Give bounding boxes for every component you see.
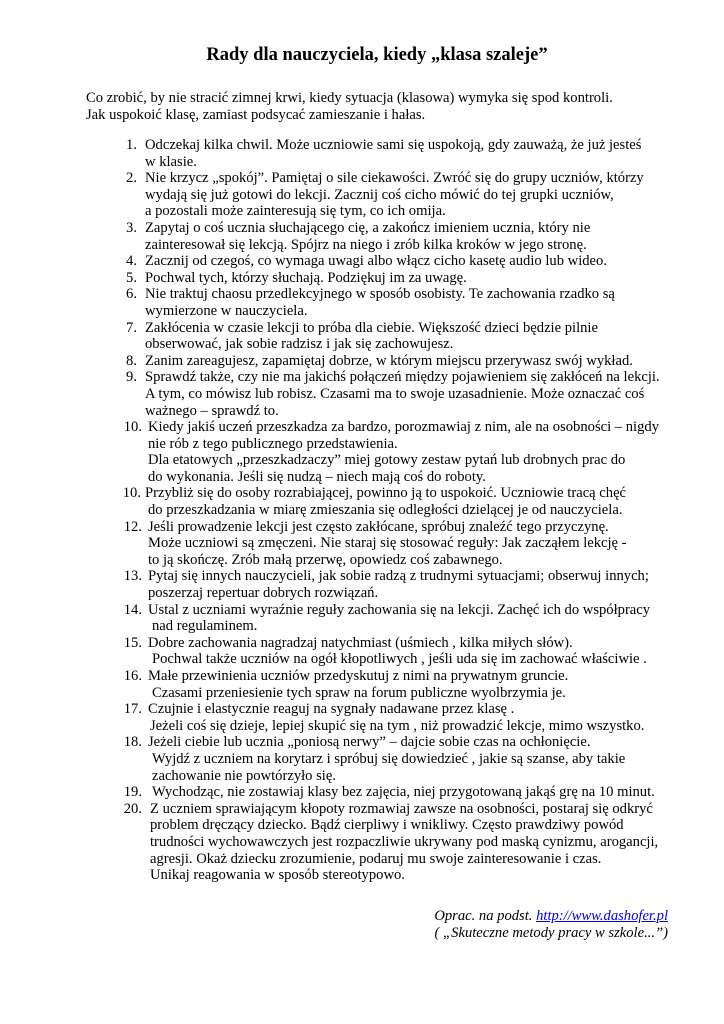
list-item-line: Pochwal także uczniów na ogół kłopotliwych , jeśli uda się im zachować właściwie . [152, 651, 647, 668]
list-item [0, 568, 724, 601]
list-item-line: Dobre zachowania nagradzaj natychmiast (uśmiech , kilka miłych słów). [148, 634, 573, 651]
list-item-line: zainteresował się lekcją. Spójrz na niego i zrób kilka kroków w jego stronę. [145, 236, 587, 253]
list-item [0, 485, 724, 518]
list-item [0, 253, 724, 270]
list-item-line: Jeśli prowadzenie lekcji jest często zakłócane, spróbuj znaleźć tego przyczynę. [148, 518, 609, 535]
page-title: Rady dla nauczyciela, kiedy „klasa szaleje” [206, 45, 548, 65]
list-item-line: Z uczniem sprawiającym kłopoty rozmawiaj zawsze na osobności, postaraj się odkryć [150, 800, 653, 817]
list-item [0, 270, 724, 287]
list-item-line: obserwować, jak sobie radzisz i jak się zachowujesz. [145, 336, 454, 353]
list-item-number: 18. [123, 734, 142, 751]
list-item-line: poszerzaj repertuar dobrych rozwiązań. [148, 585, 379, 602]
list-item-number: 13. [123, 568, 142, 585]
list-item [0, 602, 724, 635]
list-item-number: 7. [126, 319, 137, 336]
list-item-number: 10. [122, 485, 141, 502]
list-item [0, 137, 724, 170]
list-item [0, 734, 724, 784]
list-item-line: Unikaj reagowania w sposób stereotypowo. [150, 867, 405, 884]
list-item-line: Jeżeli ciebie lub ucznia „poniosą nerwy” – dajcie sobie czas na ochłonięcie. [148, 734, 591, 751]
list-item-line: w klasie. [145, 153, 197, 170]
list-item [0, 635, 724, 668]
source-footer [434, 908, 668, 942]
list-item-line: Pochwal tych, którzy słuchają. Podziękuj im za uwagę. [145, 269, 467, 286]
list-item-line: do przeszkadzania w miarę zmieszania się odległości dzielącej je od nauczyciela. [148, 502, 623, 519]
list-item-line: problem dręczący dziecko. Bądź cierpliwy i wnikliwy. Często prawdziwy powód [150, 817, 624, 834]
list-item-number: 10. [123, 419, 142, 436]
list-item-line: nie rób z tego publicznego przedstawienia. [148, 435, 398, 452]
list-item-line: Czujnie i elastycznie reaguj na sygnały nadawane przez klasę . [148, 701, 515, 718]
list-item-line: ważnego – sprawdź to. [145, 402, 279, 419]
list-item-line: zachowanie nie powtórzyło się. [152, 767, 336, 784]
list-item-line: Sprawdź także, czy nie ma jakichś połączeń między pojawieniem się zakłóceń na lekcji. [145, 369, 660, 386]
list-item-number: 3. [126, 219, 137, 236]
intro-line: Jak uspokoić klasę, zamiast podsycać zamieszanie i hałas. [86, 107, 426, 123]
list-item [0, 369, 724, 419]
list-item-line: wymierzone w nauczyciela. [145, 302, 308, 319]
list-item-line: A tym, co mówisz lub robisz. Czasami ma to swoje uzasadnienie. Może oznaczać coś [145, 385, 645, 402]
list-item-number: 20. [123, 800, 142, 817]
list-item-line: Ustal z uczniami wyraźnie reguły zachowania się na lekcji. Zachęć ich do współpracy [148, 601, 651, 618]
list-item-line: Nie krzycz „spokój”. Pamiętaj o sile ciekawości. Zwróć się do grupy uczniów, którzy [145, 170, 644, 187]
list-item-line: Kiedy jakiś uczeń przeszkadza za bardzo, porozmawiaj z nim, ale na osobności – nigdy [148, 419, 659, 436]
source-prefix: Oprac. na podst. [434, 908, 533, 924]
list-item [0, 801, 724, 884]
list-item-number: 4. [126, 253, 137, 270]
list-item [0, 668, 724, 701]
list-item-line: wydają się już gotowi do lekcji. Zacznij coś cicho mówić do tej grupki uczniów, [145, 186, 614, 203]
list-item-number: 5. [126, 269, 137, 286]
list-item-line: Może uczniowi są zmęczeni. Nie staraj się stosować reguły: Jak zacząłem lekcję - [148, 535, 627, 552]
list-item [0, 170, 724, 220]
list-item [0, 286, 724, 319]
source-line [434, 908, 668, 925]
list-item-number: 1. [126, 137, 137, 153]
list-item [0, 519, 724, 569]
list-item [0, 701, 724, 734]
list-item-line: to ją skończę. Zrób małą przerwę, opowiedz coś zabawnego. [148, 551, 503, 568]
intro-line: Co zrobić, by nie stracić zimnej krwi, kiedy sytuacja (klasowa) wymyka się spod kontroli. [86, 90, 613, 106]
list-item-line: Zakłócenia w czasie lekcji to próba dla ciebie. Większość dzieci będzie pilnie [145, 319, 598, 336]
list-item-line: Małe przewinienia uczniów przedyskutuj z nimi na prywatnym gruncie. [148, 668, 569, 684]
list-item [0, 220, 724, 253]
list-item [0, 353, 724, 370]
source-citation: ( „Skuteczne metody pracy w szkole...”) [434, 925, 668, 941]
list-item-number: 6. [126, 286, 137, 303]
list-item-line: Pytaj się innych nauczycieli, jak sobie radzą z trudnymi sytuacjami; obserwuj innych; [148, 568, 649, 585]
list-item [0, 320, 724, 353]
list-item-line: a pozostali może zainteresują się tym, co ich omija. [145, 203, 446, 220]
list-item-line: Wyjdź z uczniem na korytarz i spróbuj się dowiedzieć , jakie są szanse, aby takie [152, 750, 626, 767]
list-item [0, 784, 724, 801]
list-item-number: 8. [126, 352, 137, 369]
list-item-line: Jeżeli coś się dzieje, lepiej skupić się na tym , niż prowadzić lekcje, mimo wszystko. [150, 717, 645, 734]
list-item-number: 15. [123, 634, 142, 651]
list-item-line: nad regulaminem. [152, 618, 258, 635]
list-item-number: 17. [123, 701, 142, 718]
list-item-number: 2. [126, 170, 137, 187]
list-item-number: 9. [126, 369, 137, 386]
list-item-line: trudności wychowawczych jest rozpaczliwie ukrywany pod maską cynizmu, arogancji, [150, 833, 659, 850]
list-item-line: Zapytaj o coś ucznia słuchającego cię, a zakończ imieniem ucznia, który nie [145, 219, 591, 236]
list-item-line: do wykonania. Jeśli się nudzą – niech mają coś do roboty. [148, 468, 486, 485]
list-item-line: agresji. Okaż dziecku zrozumienie, podaruj mu swoje zainteresowanie i czas. [150, 850, 602, 867]
list-item-line: Dla etatowych „przeszkadzaczy” miej gotowy zestaw pytań lub drobnych prac do [148, 452, 626, 469]
list-item-line: Przybliż się do osoby rozrabiającej, powinno ją to uspokoić. Uczniowie tracą chęć [145, 485, 627, 502]
list-item-number: 12. [123, 518, 142, 535]
list-item-line: Odczekaj kilka chwil. Może uczniowie sami się uspokoją, gdy zauważą, że już jesteś [145, 137, 642, 153]
source-link[interactable]: http://www.dashofer.pl [536, 908, 668, 924]
list-item-line: Nie traktuj chaosu przedlekcyjnego w sposób osobisty. Te zachowania rzadko są [145, 286, 615, 303]
list-item-line: Zacznij od czegoś, co wymaga uwagi albo włącz cicho kasetę audio lub wideo. [145, 253, 607, 270]
list-item-line: Zanim zareagujesz, zapamiętaj dobrze, w którym miejscu przerywasz swój wykład. [145, 352, 633, 369]
list-item-number: 14. [123, 601, 142, 618]
list-item [0, 419, 724, 485]
list-item-line: Czasami przeniesienie tych spraw na forum publiczne wyolbrzymia je. [152, 684, 566, 701]
list-item-number: 16. [123, 668, 142, 684]
list-item-line: Wychodząc, nie zostawiaj klasy bez zajęcia, niej przygotowaną jakąś grę na 10 minut. [152, 784, 655, 801]
intro-paragraph [86, 90, 686, 124]
list-item-number: 19. [123, 784, 142, 801]
tips-list [0, 137, 724, 884]
